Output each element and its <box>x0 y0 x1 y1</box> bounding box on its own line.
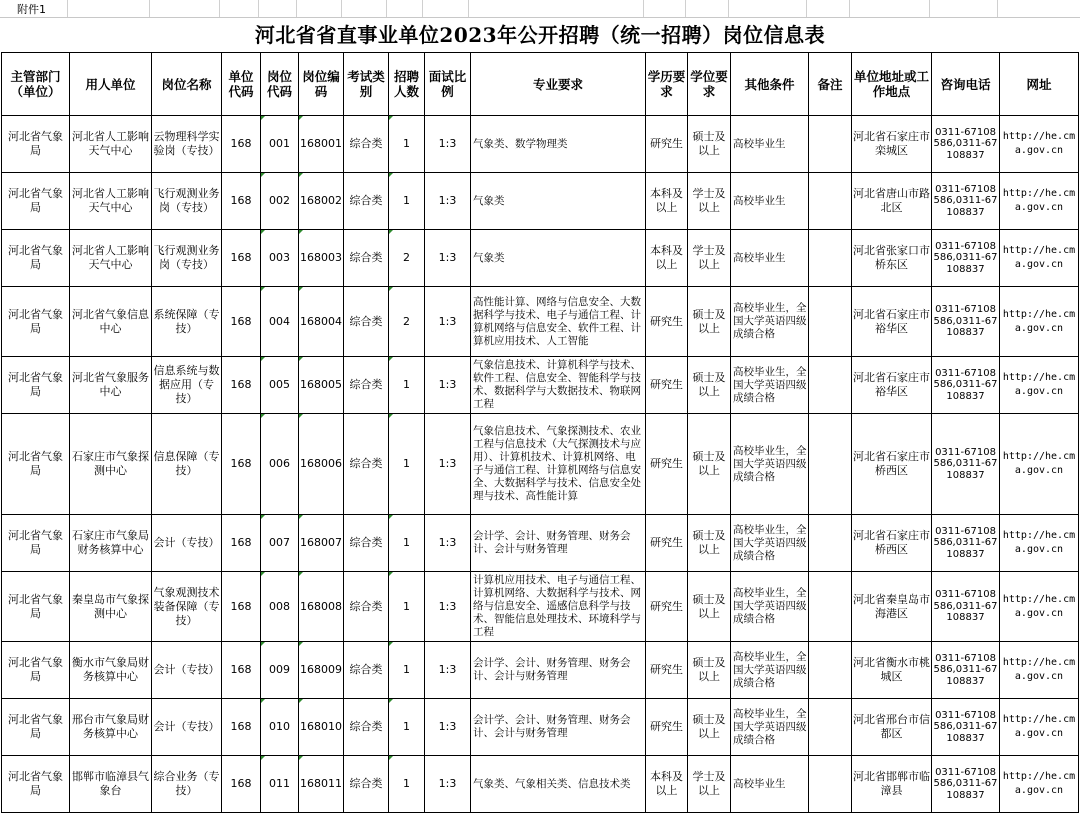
post-number-cell: 168001 <box>299 116 344 173</box>
website-cell[interactable]: http://he.cma.gov.cn <box>1000 287 1079 357</box>
hire-count-cell: 1 <box>389 357 425 414</box>
hire-count-cell: 1 <box>389 699 425 756</box>
other-cell: 高校毕业生 <box>731 173 809 230</box>
table-row <box>2 515 1079 572</box>
degree-cell: 硕士及以上 <box>688 357 731 414</box>
phone-cell: 0311-67108586,0311-67108837 <box>932 756 1000 813</box>
phone-cell: 0311-67108586,0311-67108837 <box>932 287 1000 357</box>
address-cell: 河北省石家庄市桥西区 <box>852 414 932 515</box>
page-title: 河北省省直事业单位2023年公开招聘（统一招聘）岗位信息表 <box>254 23 826 47</box>
unit-code-cell: 168 <box>222 756 261 813</box>
post-cell: 信息保障（专技） <box>152 414 222 515</box>
dept-cell: 河北省气象局 <box>2 357 70 414</box>
major-cell: 高性能计算、网络与信息安全、大数据科学与技术、电子与通信工程、计算机网络与信息安全、软件工程、计算机应用技术、人工智能 <box>471 287 646 357</box>
note-cell <box>809 173 852 230</box>
dept-cell: 河北省气象局 <box>2 642 70 699</box>
degree-cell: 硕士及以上 <box>688 116 731 173</box>
unit-cell: 河北省人工影响天气中心 <box>70 173 152 230</box>
exam-type-cell: 综合类 <box>344 699 389 756</box>
dept-cell: 河北省气象局 <box>2 756 70 813</box>
dept-cell: 河北省气象局 <box>2 515 70 572</box>
hire-count-cell: 1 <box>389 572 425 642</box>
interview-ratio-cell: 1:3 <box>425 116 471 173</box>
table-row <box>2 642 1079 699</box>
phone-cell: 0311-67108586,0311-67108837 <box>932 357 1000 414</box>
note-cell <box>809 414 852 515</box>
exam-type-cell: 综合类 <box>344 230 389 287</box>
website-cell[interactable]: http://he.cma.gov.cn <box>1000 116 1079 173</box>
address-cell: 河北省邯郸市临漳县 <box>852 756 932 813</box>
unit-code-cell: 168 <box>222 515 261 572</box>
phone-cell: 0311-67108586,0311-67108837 <box>932 699 1000 756</box>
unit-cell: 石家庄市气象局财务核算中心 <box>70 515 152 572</box>
table-row <box>2 572 1079 642</box>
interview-ratio-cell: 1:3 <box>425 173 471 230</box>
note-cell <box>809 116 852 173</box>
post-number-cell: 168007 <box>299 515 344 572</box>
header-post-code: 岗位代码 <box>261 53 299 116</box>
table-row <box>2 230 1079 287</box>
address-cell: 河北省石家庄市栾城区 <box>852 116 932 173</box>
post-code-cell: 008 <box>261 572 299 642</box>
other-cell: 高校毕业生 <box>731 116 809 173</box>
sheet-gridline <box>296 0 297 17</box>
unit-cell: 衡水市气象局财务核算中心 <box>70 642 152 699</box>
other-cell: 高校毕业生，全国大学英语四级成绩合格 <box>731 414 809 515</box>
degree-cell: 学士及以上 <box>688 230 731 287</box>
dept-cell: 河北省气象局 <box>2 414 70 515</box>
note-cell <box>809 572 852 642</box>
degree-cell: 硕士及以上 <box>688 414 731 515</box>
education-cell: 研究生 <box>646 357 688 414</box>
table-row <box>2 173 1079 230</box>
other-cell: 高校毕业生，全国大学英语四级成绩合格 <box>731 515 809 572</box>
header-phone: 咨询电话 <box>932 53 1000 116</box>
post-cell: 综合业务（专技） <box>152 756 222 813</box>
other-cell: 高校毕业生，全国大学英语四级成绩合格 <box>731 699 809 756</box>
post-number-cell: 168008 <box>299 572 344 642</box>
education-cell: 研究生 <box>646 287 688 357</box>
note-cell <box>809 515 852 572</box>
sheet-gridline <box>67 0 68 17</box>
unit-code-cell: 168 <box>222 230 261 287</box>
header-education: 学历要求 <box>646 53 688 116</box>
unit-cell: 河北省人工影响天气中心 <box>70 116 152 173</box>
post-code-cell: 005 <box>261 357 299 414</box>
table-row <box>2 357 1079 414</box>
interview-ratio-cell: 1:3 <box>425 357 471 414</box>
address-cell: 河北省唐山市路北区 <box>852 173 932 230</box>
education-cell: 研究生 <box>646 116 688 173</box>
address-cell: 河北省邢台市信都区 <box>852 699 932 756</box>
post-cell: 会计（专技） <box>152 642 222 699</box>
phone-cell: 0311-67108586,0311-67108837 <box>932 414 1000 515</box>
dept-cell: 河北省气象局 <box>2 699 70 756</box>
header-unit-code: 单位代码 <box>222 53 261 116</box>
post-cell: 信息系统与数据应用（专技） <box>152 357 222 414</box>
website-cell[interactable]: http://he.cma.gov.cn <box>1000 756 1079 813</box>
education-cell: 研究生 <box>646 642 688 699</box>
hire-count-cell: 1 <box>389 642 425 699</box>
sheet-gridline <box>422 0 423 17</box>
post-number-cell: 168004 <box>299 287 344 357</box>
website-cell[interactable]: http://he.cma.gov.cn <box>1000 173 1079 230</box>
header-other: 其他条件 <box>731 53 809 116</box>
post-number-cell: 168003 <box>299 230 344 287</box>
unit-cell: 秦皇岛市气象探测中心 <box>70 572 152 642</box>
unit-code-cell: 168 <box>222 287 261 357</box>
post-code-cell: 009 <box>261 642 299 699</box>
dept-cell: 河北省气象局 <box>2 173 70 230</box>
hire-count-cell: 1 <box>389 414 425 515</box>
unit-code-cell: 168 <box>222 414 261 515</box>
other-cell: 高校毕业生，全国大学英语四级成绩合格 <box>731 287 809 357</box>
hire-count-cell: 2 <box>389 287 425 357</box>
post-number-cell: 168011 <box>299 756 344 813</box>
header-exam-type: 考试类别 <box>344 53 389 116</box>
exam-type-cell: 综合类 <box>344 756 389 813</box>
post-code-cell: 006 <box>261 414 299 515</box>
sheet-gridline <box>849 0 850 17</box>
sheet-gridline <box>929 0 930 17</box>
header-post-name: 岗位名称 <box>152 53 222 116</box>
unit-code-cell: 168 <box>222 357 261 414</box>
sheet-gridline <box>806 0 807 17</box>
unit-code-cell: 168 <box>222 173 261 230</box>
sheet-gridline <box>685 0 686 17</box>
interview-ratio-cell: 1:3 <box>425 230 471 287</box>
website-cell[interactable]: http://he.cma.gov.cn <box>1000 642 1079 699</box>
website-cell[interactable]: http://he.cma.gov.cn <box>1000 572 1079 642</box>
sheet-gridline <box>258 0 259 17</box>
hire-count-cell: 1 <box>389 116 425 173</box>
hire-count-cell: 1 <box>389 515 425 572</box>
table-row <box>2 699 1079 756</box>
major-cell: 会计学、会计、财务管理、财务会计、会计与财务管理 <box>471 515 646 572</box>
major-cell: 气象信息技术、计算机科学与技术、软件工程、信息安全、智能科学与技术、数据科学与大数据技术、物联网工程 <box>471 357 646 414</box>
unit-cell: 石家庄市气象探测中心 <box>70 414 152 515</box>
education-cell: 本科及以上 <box>646 173 688 230</box>
education-cell: 研究生 <box>646 572 688 642</box>
post-code-cell: 003 <box>261 230 299 287</box>
attachment-row <box>0 0 1080 18</box>
dept-cell: 河北省气象局 <box>2 230 70 287</box>
address-cell: 河北省石家庄市裕华区 <box>852 357 932 414</box>
sheet-gridline <box>728 0 729 17</box>
header-address: 单位地址或工作地点 <box>852 53 932 116</box>
post-number-cell: 168009 <box>299 642 344 699</box>
degree-cell: 硕士及以上 <box>688 642 731 699</box>
degree-cell: 硕士及以上 <box>688 699 731 756</box>
phone-cell: 0311-67108586,0311-67108837 <box>932 116 1000 173</box>
unit-code-cell: 168 <box>222 699 261 756</box>
unit-cell: 河北省气象信息中心 <box>70 287 152 357</box>
address-cell: 河北省衡水市桃城区 <box>852 642 932 699</box>
address-cell: 河北省秦皇岛市海港区 <box>852 572 932 642</box>
sheet-gridline <box>997 0 998 17</box>
header-note: 备注 <box>809 53 852 116</box>
post-cell: 气象观测技术装备保障（专技） <box>152 572 222 642</box>
header-dept: 主管部门（单位） <box>2 53 70 116</box>
other-cell: 高校毕业生 <box>731 230 809 287</box>
website-cell[interactable]: http://he.cma.gov.cn <box>1000 357 1079 414</box>
sheet-gridline <box>643 0 644 17</box>
header-website: 网址 <box>1000 53 1079 116</box>
interview-ratio-cell: 1:3 <box>425 287 471 357</box>
post-cell: 飞行观测业务岗（专技） <box>152 173 222 230</box>
unit-cell: 邯郸市临漳县气象台 <box>70 756 152 813</box>
other-cell: 高校毕业生，全国大学英语四级成绩合格 <box>731 357 809 414</box>
major-cell: 气象类 <box>471 173 646 230</box>
unit-code-cell: 168 <box>222 572 261 642</box>
job-table <box>1 52 1079 813</box>
interview-ratio-cell: 1:3 <box>425 642 471 699</box>
post-code-cell: 011 <box>261 756 299 813</box>
exam-type-cell: 综合类 <box>344 572 389 642</box>
address-cell: 河北省石家庄市裕华区 <box>852 287 932 357</box>
exam-type-cell: 综合类 <box>344 287 389 357</box>
table-row <box>2 756 1079 813</box>
sheet-gridline <box>468 0 469 17</box>
interview-ratio-cell: 1:3 <box>425 756 471 813</box>
education-cell: 研究生 <box>646 414 688 515</box>
website-cell[interactable]: http://he.cma.gov.cn <box>1000 414 1079 515</box>
interview-ratio-cell: 1:3 <box>425 699 471 756</box>
note-cell <box>809 756 852 813</box>
post-number-cell: 168005 <box>299 357 344 414</box>
major-cell: 计算机应用技术、电子与通信工程、计算机网络、大数据科学与技术、网络与信息安全、遥感信息科学与技术、智能信息处理技术、环境科学与工程 <box>471 572 646 642</box>
major-cell: 气象类 <box>471 230 646 287</box>
website-cell[interactable]: http://he.cma.gov.cn <box>1000 230 1079 287</box>
interview-ratio-cell: 1:3 <box>425 572 471 642</box>
education-cell: 本科及以上 <box>646 756 688 813</box>
website-cell[interactable]: http://he.cma.gov.cn <box>1000 515 1079 572</box>
sheet-gridline <box>386 0 387 17</box>
hire-count-cell: 1 <box>389 756 425 813</box>
post-code-cell: 010 <box>261 699 299 756</box>
exam-type-cell: 综合类 <box>344 515 389 572</box>
table-row <box>2 287 1079 357</box>
post-code-cell: 001 <box>261 116 299 173</box>
dept-cell: 河北省气象局 <box>2 116 70 173</box>
post-code-cell: 007 <box>261 515 299 572</box>
post-number-cell: 168006 <box>299 414 344 515</box>
degree-cell: 硕士及以上 <box>688 572 731 642</box>
exam-type-cell: 综合类 <box>344 173 389 230</box>
unit-cell: 河北省人工影响天气中心 <box>70 230 152 287</box>
major-cell: 会计学、会计、财务管理、财务会计、会计与财务管理 <box>471 699 646 756</box>
note-cell <box>809 287 852 357</box>
exam-type-cell: 综合类 <box>344 414 389 515</box>
dept-cell: 河北省气象局 <box>2 287 70 357</box>
sheet-gridline <box>219 0 220 17</box>
header-interview-ratio: 面试比例 <box>425 53 471 116</box>
other-cell: 高校毕业生，全国大学英语四级成绩合格 <box>731 572 809 642</box>
post-cell: 系统保障（专技） <box>152 287 222 357</box>
table-row <box>2 116 1079 173</box>
phone-cell: 0311-67108586,0311-67108837 <box>932 572 1000 642</box>
note-cell <box>809 699 852 756</box>
education-cell: 研究生 <box>646 515 688 572</box>
dept-cell: 河北省气象局 <box>2 572 70 642</box>
other-cell: 高校毕业生，全国大学英语四级成绩合格 <box>731 642 809 699</box>
other-cell: 高校毕业生 <box>731 756 809 813</box>
phone-cell: 0311-67108586,0311-67108837 <box>932 230 1000 287</box>
address-cell: 河北省石家庄市桥西区 <box>852 515 932 572</box>
post-cell: 飞行观测业务岗（专技） <box>152 230 222 287</box>
unit-code-cell: 168 <box>222 642 261 699</box>
unit-cell: 邢台市气象局财务核算中心 <box>70 699 152 756</box>
note-cell <box>809 230 852 287</box>
major-cell: 气象类、数学物理类 <box>471 116 646 173</box>
interview-ratio-cell: 1:3 <box>425 414 471 515</box>
sheet-gridline <box>149 0 150 17</box>
note-cell <box>809 357 852 414</box>
degree-cell: 学士及以上 <box>688 756 731 813</box>
degree-cell: 硕士及以上 <box>688 515 731 572</box>
post-cell: 云物理科学实验岗（专技） <box>152 116 222 173</box>
website-cell[interactable]: http://he.cma.gov.cn <box>1000 699 1079 756</box>
attachment-label: 附件1 <box>17 3 46 16</box>
post-cell: 会计（专技） <box>152 515 222 572</box>
degree-cell: 学士及以上 <box>688 173 731 230</box>
table-row <box>2 414 1079 515</box>
note-cell <box>809 642 852 699</box>
exam-type-cell: 综合类 <box>344 357 389 414</box>
unit-code-cell: 168 <box>222 116 261 173</box>
exam-type-cell: 综合类 <box>344 642 389 699</box>
header-row <box>2 53 1079 116</box>
header-major: 专业要求 <box>471 53 646 116</box>
header-post-number: 岗位编码 <box>299 53 344 116</box>
phone-cell: 0311-67108586,0311-67108837 <box>932 173 1000 230</box>
post-code-cell: 004 <box>261 287 299 357</box>
exam-type-cell: 综合类 <box>344 116 389 173</box>
degree-cell: 硕士及以上 <box>688 287 731 357</box>
phone-cell: 0311-67108586,0311-67108837 <box>932 515 1000 572</box>
address-cell: 河北省张家口市桥东区 <box>852 230 932 287</box>
education-cell: 研究生 <box>646 699 688 756</box>
phone-cell: 0311-67108586,0311-67108837 <box>932 642 1000 699</box>
header-hire-count: 招聘人数 <box>389 53 425 116</box>
header-unit: 用人单位 <box>70 53 152 116</box>
major-cell: 气象类、气象相关类、信息技术类 <box>471 756 646 813</box>
header-degree: 学位要求 <box>688 53 731 116</box>
hire-count-cell: 1 <box>389 173 425 230</box>
education-cell: 本科及以上 <box>646 230 688 287</box>
major-cell: 气象信息技术、气象探测技术、农业工程与信息技术（大气探测技术与应用）、计算机技术、计算机网络、电子与通信工程、计算机网络与信息安全、大数据科学与技术、信息安全处理与技术、高性能计算 <box>471 414 646 515</box>
post-code-cell: 002 <box>261 173 299 230</box>
major-cell: 会计学、会计、财务管理、财务会计、会计与财务管理 <box>471 642 646 699</box>
sheet-gridline <box>341 0 342 17</box>
interview-ratio-cell: 1:3 <box>425 515 471 572</box>
post-number-cell: 168002 <box>299 173 344 230</box>
hire-count-cell: 2 <box>389 230 425 287</box>
post-cell: 会计（专技） <box>152 699 222 756</box>
unit-cell: 河北省气象服务中心 <box>70 357 152 414</box>
post-number-cell: 168010 <box>299 699 344 756</box>
